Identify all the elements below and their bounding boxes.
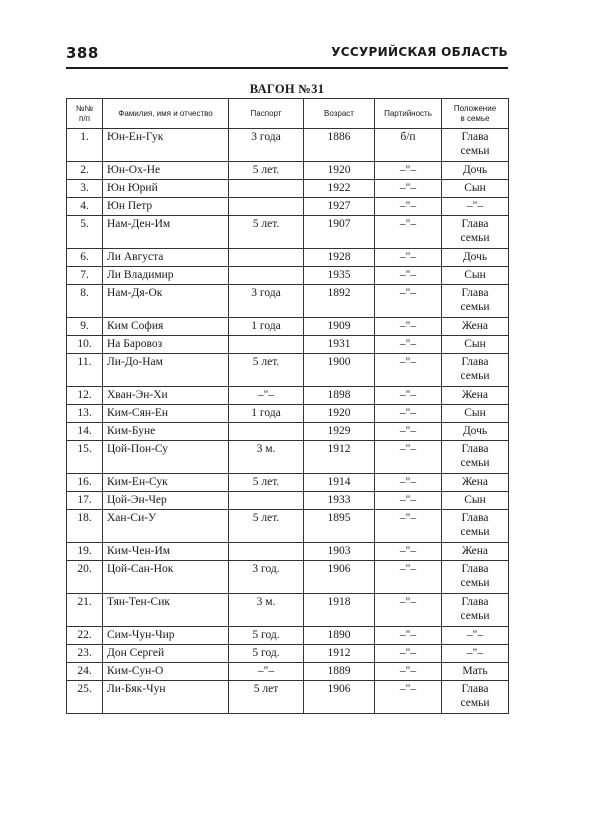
cell-name: Юн Юрий xyxy=(103,180,229,198)
cell-party: –"– xyxy=(375,663,442,681)
table-body xyxy=(67,129,509,714)
cell-passport: 5 год. xyxy=(229,627,304,645)
family-position-line2: семьи xyxy=(460,457,490,469)
cell-family-position xyxy=(442,162,509,180)
cell-number: 24. xyxy=(67,663,103,681)
family-position-line1: –"– xyxy=(466,200,484,212)
cell-number: 3. xyxy=(67,180,103,198)
table-row xyxy=(67,198,509,216)
cell-family-position xyxy=(442,474,509,492)
cell-name: Ли Августа xyxy=(103,249,229,267)
cell-family-position xyxy=(442,423,509,441)
table-row xyxy=(67,423,509,441)
cell-birth-year: 1886 xyxy=(304,129,375,162)
family-position-line1: Глава xyxy=(461,563,489,575)
cell-family-position xyxy=(442,198,509,216)
cell-family-position xyxy=(442,285,509,318)
cell-name: Юн-Ох-Не xyxy=(103,162,229,180)
cell-party: –"– xyxy=(375,645,442,663)
family-position-line2: семьи xyxy=(460,697,490,709)
cell-number: 4. xyxy=(67,198,103,216)
cell-passport: 5 лет xyxy=(229,681,304,714)
cell-passport xyxy=(229,198,304,216)
cell-number: 11. xyxy=(67,354,103,387)
cell-party: –"– xyxy=(375,318,442,336)
cell-birth-year: 1895 xyxy=(304,510,375,543)
cell-number: 14. xyxy=(67,423,103,441)
cell-birth-year: 1912 xyxy=(304,441,375,474)
cell-name: Хван-Эн-Хи xyxy=(103,387,229,405)
cell-number: 16. xyxy=(67,474,103,492)
cell-passport xyxy=(229,492,304,510)
cell-passport: 1 года xyxy=(229,405,304,423)
cell-party: –"– xyxy=(375,627,442,645)
cell-name: Ли-До-Нам xyxy=(103,354,229,387)
family-position-line1: Жена xyxy=(461,545,489,557)
cell-family-position xyxy=(442,129,509,162)
cell-name: Цой-Эн-Чер xyxy=(103,492,229,510)
cell-party: –"– xyxy=(375,180,442,198)
family-position-line1: Сын xyxy=(464,338,486,350)
column-header-family-line1: Положение xyxy=(453,103,497,113)
table-row xyxy=(67,249,509,267)
cell-number: 6. xyxy=(67,249,103,267)
family-position-line1: Глава xyxy=(461,443,489,455)
cell-passport xyxy=(229,543,304,561)
cell-number: 7. xyxy=(67,267,103,285)
cell-number: 23. xyxy=(67,645,103,663)
cell-number: 19. xyxy=(67,543,103,561)
cell-name: Юн-Ен-Гук xyxy=(103,129,229,162)
table-row xyxy=(67,474,509,492)
cell-family-position xyxy=(442,510,509,543)
cell-birth-year: 1912 xyxy=(304,645,375,663)
cell-party: –"– xyxy=(375,336,442,354)
family-position-line1: Глава xyxy=(461,512,489,524)
table-row xyxy=(67,180,509,198)
family-position-line1: Мать xyxy=(462,665,488,677)
header-rule xyxy=(66,67,508,69)
cell-birth-year: 1898 xyxy=(304,387,375,405)
cell-name: Ким-Сян-Ен xyxy=(103,405,229,423)
table-row xyxy=(67,441,509,474)
cell-party: –"– xyxy=(375,198,442,216)
cell-party: б/п xyxy=(375,129,442,162)
cell-family-position xyxy=(442,645,509,663)
cell-passport: 3 года xyxy=(229,285,304,318)
cell-name: Нам-Ден-Им xyxy=(103,216,229,249)
column-header-number-line1: №№ xyxy=(75,103,94,113)
family-position-line2: семьи xyxy=(460,145,490,157)
family-position-line1: –"– xyxy=(466,629,484,641)
family-position-line2: семьи xyxy=(460,610,490,622)
table-row xyxy=(67,561,509,594)
cell-family-position xyxy=(442,216,509,249)
cell-birth-year: 1903 xyxy=(304,543,375,561)
column-header-passport: Паспорт xyxy=(229,99,304,129)
cell-birth-year: 1889 xyxy=(304,663,375,681)
cell-number: 17. xyxy=(67,492,103,510)
cell-birth-year: 1906 xyxy=(304,561,375,594)
table-row xyxy=(67,267,509,285)
cell-passport: 3 м. xyxy=(229,441,304,474)
family-position-line1: Сын xyxy=(464,494,486,506)
cell-number: 12. xyxy=(67,387,103,405)
cell-party: –"– xyxy=(375,474,442,492)
cell-party: –"– xyxy=(375,267,442,285)
family-position-line1: Жена xyxy=(461,389,489,401)
family-position-line1: Дочь xyxy=(462,251,488,263)
family-position-line1: Глава xyxy=(461,596,489,608)
cell-family-position xyxy=(442,336,509,354)
table-row xyxy=(67,681,509,714)
table-row xyxy=(67,216,509,249)
cell-family-position xyxy=(442,387,509,405)
cell-passport xyxy=(229,180,304,198)
table-row xyxy=(67,492,509,510)
family-position-line1: Сын xyxy=(464,407,486,419)
cell-number: 21. xyxy=(67,594,103,627)
cell-number: 13. xyxy=(67,405,103,423)
cell-name: Ким-Сун-О xyxy=(103,663,229,681)
running-title: УССУРИЙСКАЯ ОБЛАСТЬ xyxy=(331,45,508,59)
cell-party: –"– xyxy=(375,249,442,267)
cell-name: Нам-Дя-Ок xyxy=(103,285,229,318)
family-position-line2: семьи xyxy=(460,232,490,244)
cell-family-position xyxy=(442,681,509,714)
cell-name: Тян-Тен-Сик xyxy=(103,594,229,627)
table-row xyxy=(67,162,509,180)
cell-name: Дон Сергей xyxy=(103,645,229,663)
family-position-line2: семьи xyxy=(460,370,490,382)
family-position-line1: Жена xyxy=(461,320,489,332)
table-row xyxy=(67,336,509,354)
cell-birth-year: 1931 xyxy=(304,336,375,354)
cell-passport: 5 год. xyxy=(229,645,304,663)
cell-name: На Баровоз xyxy=(103,336,229,354)
cell-family-position xyxy=(442,492,509,510)
cell-name: Ли-Бяк-Чун xyxy=(103,681,229,714)
cell-family-position xyxy=(442,663,509,681)
cell-party: –"– xyxy=(375,441,442,474)
cell-party: –"– xyxy=(375,162,442,180)
cell-number: 20. xyxy=(67,561,103,594)
cell-number: 25. xyxy=(67,681,103,714)
cell-passport: 5 лет. xyxy=(229,474,304,492)
cell-name: Ким-Чен-Им xyxy=(103,543,229,561)
cell-party: –"– xyxy=(375,387,442,405)
table-row xyxy=(67,405,509,423)
cell-number: 2. xyxy=(67,162,103,180)
cell-party: –"– xyxy=(375,543,442,561)
family-position-line2: семьи xyxy=(460,526,490,538)
cell-name: Юн Петр xyxy=(103,198,229,216)
cell-name: Ли Владимир xyxy=(103,267,229,285)
family-position-line1: Сын xyxy=(464,269,486,281)
cell-family-position xyxy=(442,627,509,645)
family-position-line1: –"– xyxy=(466,647,484,659)
cell-party: –"– xyxy=(375,492,442,510)
cell-family-position xyxy=(442,561,509,594)
cell-name: Цой-Пон-Су xyxy=(103,441,229,474)
table-title: ВАГОН №31 xyxy=(249,82,325,96)
table-row xyxy=(67,318,509,336)
table-row xyxy=(67,129,509,162)
cell-birth-year: 1929 xyxy=(304,423,375,441)
cell-birth-year: 1920 xyxy=(304,162,375,180)
cell-family-position xyxy=(442,318,509,336)
table-row xyxy=(67,354,509,387)
cell-party: –"– xyxy=(375,510,442,543)
cell-party: –"– xyxy=(375,405,442,423)
cell-number: 15. xyxy=(67,441,103,474)
header-row xyxy=(67,99,509,129)
cell-passport xyxy=(229,249,304,267)
cell-number: 18. xyxy=(67,510,103,543)
cell-name: Ким-Буне xyxy=(103,423,229,441)
cell-passport: 1 года xyxy=(229,318,304,336)
cell-passport: –"– xyxy=(229,387,304,405)
cell-name: Цой-Сан-Нок xyxy=(103,561,229,594)
cell-family-position xyxy=(442,180,509,198)
cell-birth-year: 1920 xyxy=(304,405,375,423)
table-row xyxy=(67,594,509,627)
table-row xyxy=(67,663,509,681)
cell-birth-year: 1927 xyxy=(304,198,375,216)
cell-number: 5. xyxy=(67,216,103,249)
family-position-line1: Глава xyxy=(461,287,489,299)
family-position-line1: Сын xyxy=(464,182,486,194)
cell-birth-year: 1906 xyxy=(304,681,375,714)
cell-name: Ким-Ен-Сук xyxy=(103,474,229,492)
cell-name: Хан-Си-У xyxy=(103,510,229,543)
cell-passport xyxy=(229,423,304,441)
column-header-number xyxy=(67,99,103,129)
cell-birth-year: 1918 xyxy=(304,594,375,627)
page-number: 388 xyxy=(66,44,99,62)
family-position-line1: Глава xyxy=(461,356,489,368)
cell-number: 8. xyxy=(67,285,103,318)
cell-passport: 3 год. xyxy=(229,561,304,594)
cell-birth-year: 1914 xyxy=(304,474,375,492)
cell-party: –"– xyxy=(375,285,442,318)
family-position-line1: Глава xyxy=(461,131,489,143)
cell-passport: –"– xyxy=(229,663,304,681)
column-header-number-line2: п/п xyxy=(79,113,90,123)
cell-passport: 5 лет. xyxy=(229,510,304,543)
cell-family-position xyxy=(442,594,509,627)
cell-passport: 5 лет. xyxy=(229,354,304,387)
column-header-name: Фамилия, имя и отчество xyxy=(103,99,229,129)
column-header-age: Возраст xyxy=(304,99,375,129)
cell-family-position xyxy=(442,267,509,285)
cell-party: –"– xyxy=(375,354,442,387)
family-position-line1: Дочь xyxy=(462,425,488,437)
column-header-family-position xyxy=(442,99,509,129)
cell-birth-year: 1909 xyxy=(304,318,375,336)
cell-birth-year: 1890 xyxy=(304,627,375,645)
table-row xyxy=(67,645,509,663)
cell-passport xyxy=(229,267,304,285)
cell-birth-year: 1900 xyxy=(304,354,375,387)
cell-name: Ким София xyxy=(103,318,229,336)
cell-birth-year: 1928 xyxy=(304,249,375,267)
cell-party: –"– xyxy=(375,594,442,627)
cell-passport: 5 лет. xyxy=(229,216,304,249)
column-header-party: Партийность xyxy=(375,99,442,129)
cell-party: –"– xyxy=(375,561,442,594)
cell-passport xyxy=(229,336,304,354)
cell-family-position xyxy=(442,405,509,423)
cell-passport: 5 лет. xyxy=(229,162,304,180)
family-position-line1: Глава xyxy=(461,683,489,695)
family-position-line2: семьи xyxy=(460,577,490,589)
column-header-family-line2: в семье xyxy=(460,113,490,123)
family-position-line1: Жена xyxy=(461,476,489,488)
cell-family-position xyxy=(442,354,509,387)
cell-passport: 3 м. xyxy=(229,594,304,627)
cell-number: 10. xyxy=(67,336,103,354)
cell-passport: 3 года xyxy=(229,129,304,162)
cell-birth-year: 1892 xyxy=(304,285,375,318)
cell-birth-year: 1907 xyxy=(304,216,375,249)
cell-party: –"– xyxy=(375,216,442,249)
table-row xyxy=(67,627,509,645)
cell-family-position xyxy=(442,249,509,267)
cell-birth-year: 1922 xyxy=(304,180,375,198)
table-row xyxy=(67,285,509,318)
table-row xyxy=(67,543,509,561)
table-row xyxy=(67,387,509,405)
cell-name: Сим-Чун-Чир xyxy=(103,627,229,645)
family-position-line2: семьи xyxy=(460,301,490,313)
cell-birth-year: 1935 xyxy=(304,267,375,285)
cell-party: –"– xyxy=(375,423,442,441)
cell-birth-year: 1933 xyxy=(304,492,375,510)
cell-number: 22. xyxy=(67,627,103,645)
passenger-table xyxy=(66,98,509,714)
cell-family-position xyxy=(442,543,509,561)
cell-family-position xyxy=(442,441,509,474)
table-header xyxy=(67,99,509,129)
family-position-line1: Дочь xyxy=(462,164,488,176)
cell-number: 9. xyxy=(67,318,103,336)
table-row xyxy=(67,510,509,543)
cell-party: –"– xyxy=(375,681,442,714)
cell-number: 1. xyxy=(67,129,103,162)
family-position-line1: Глава xyxy=(461,218,489,230)
